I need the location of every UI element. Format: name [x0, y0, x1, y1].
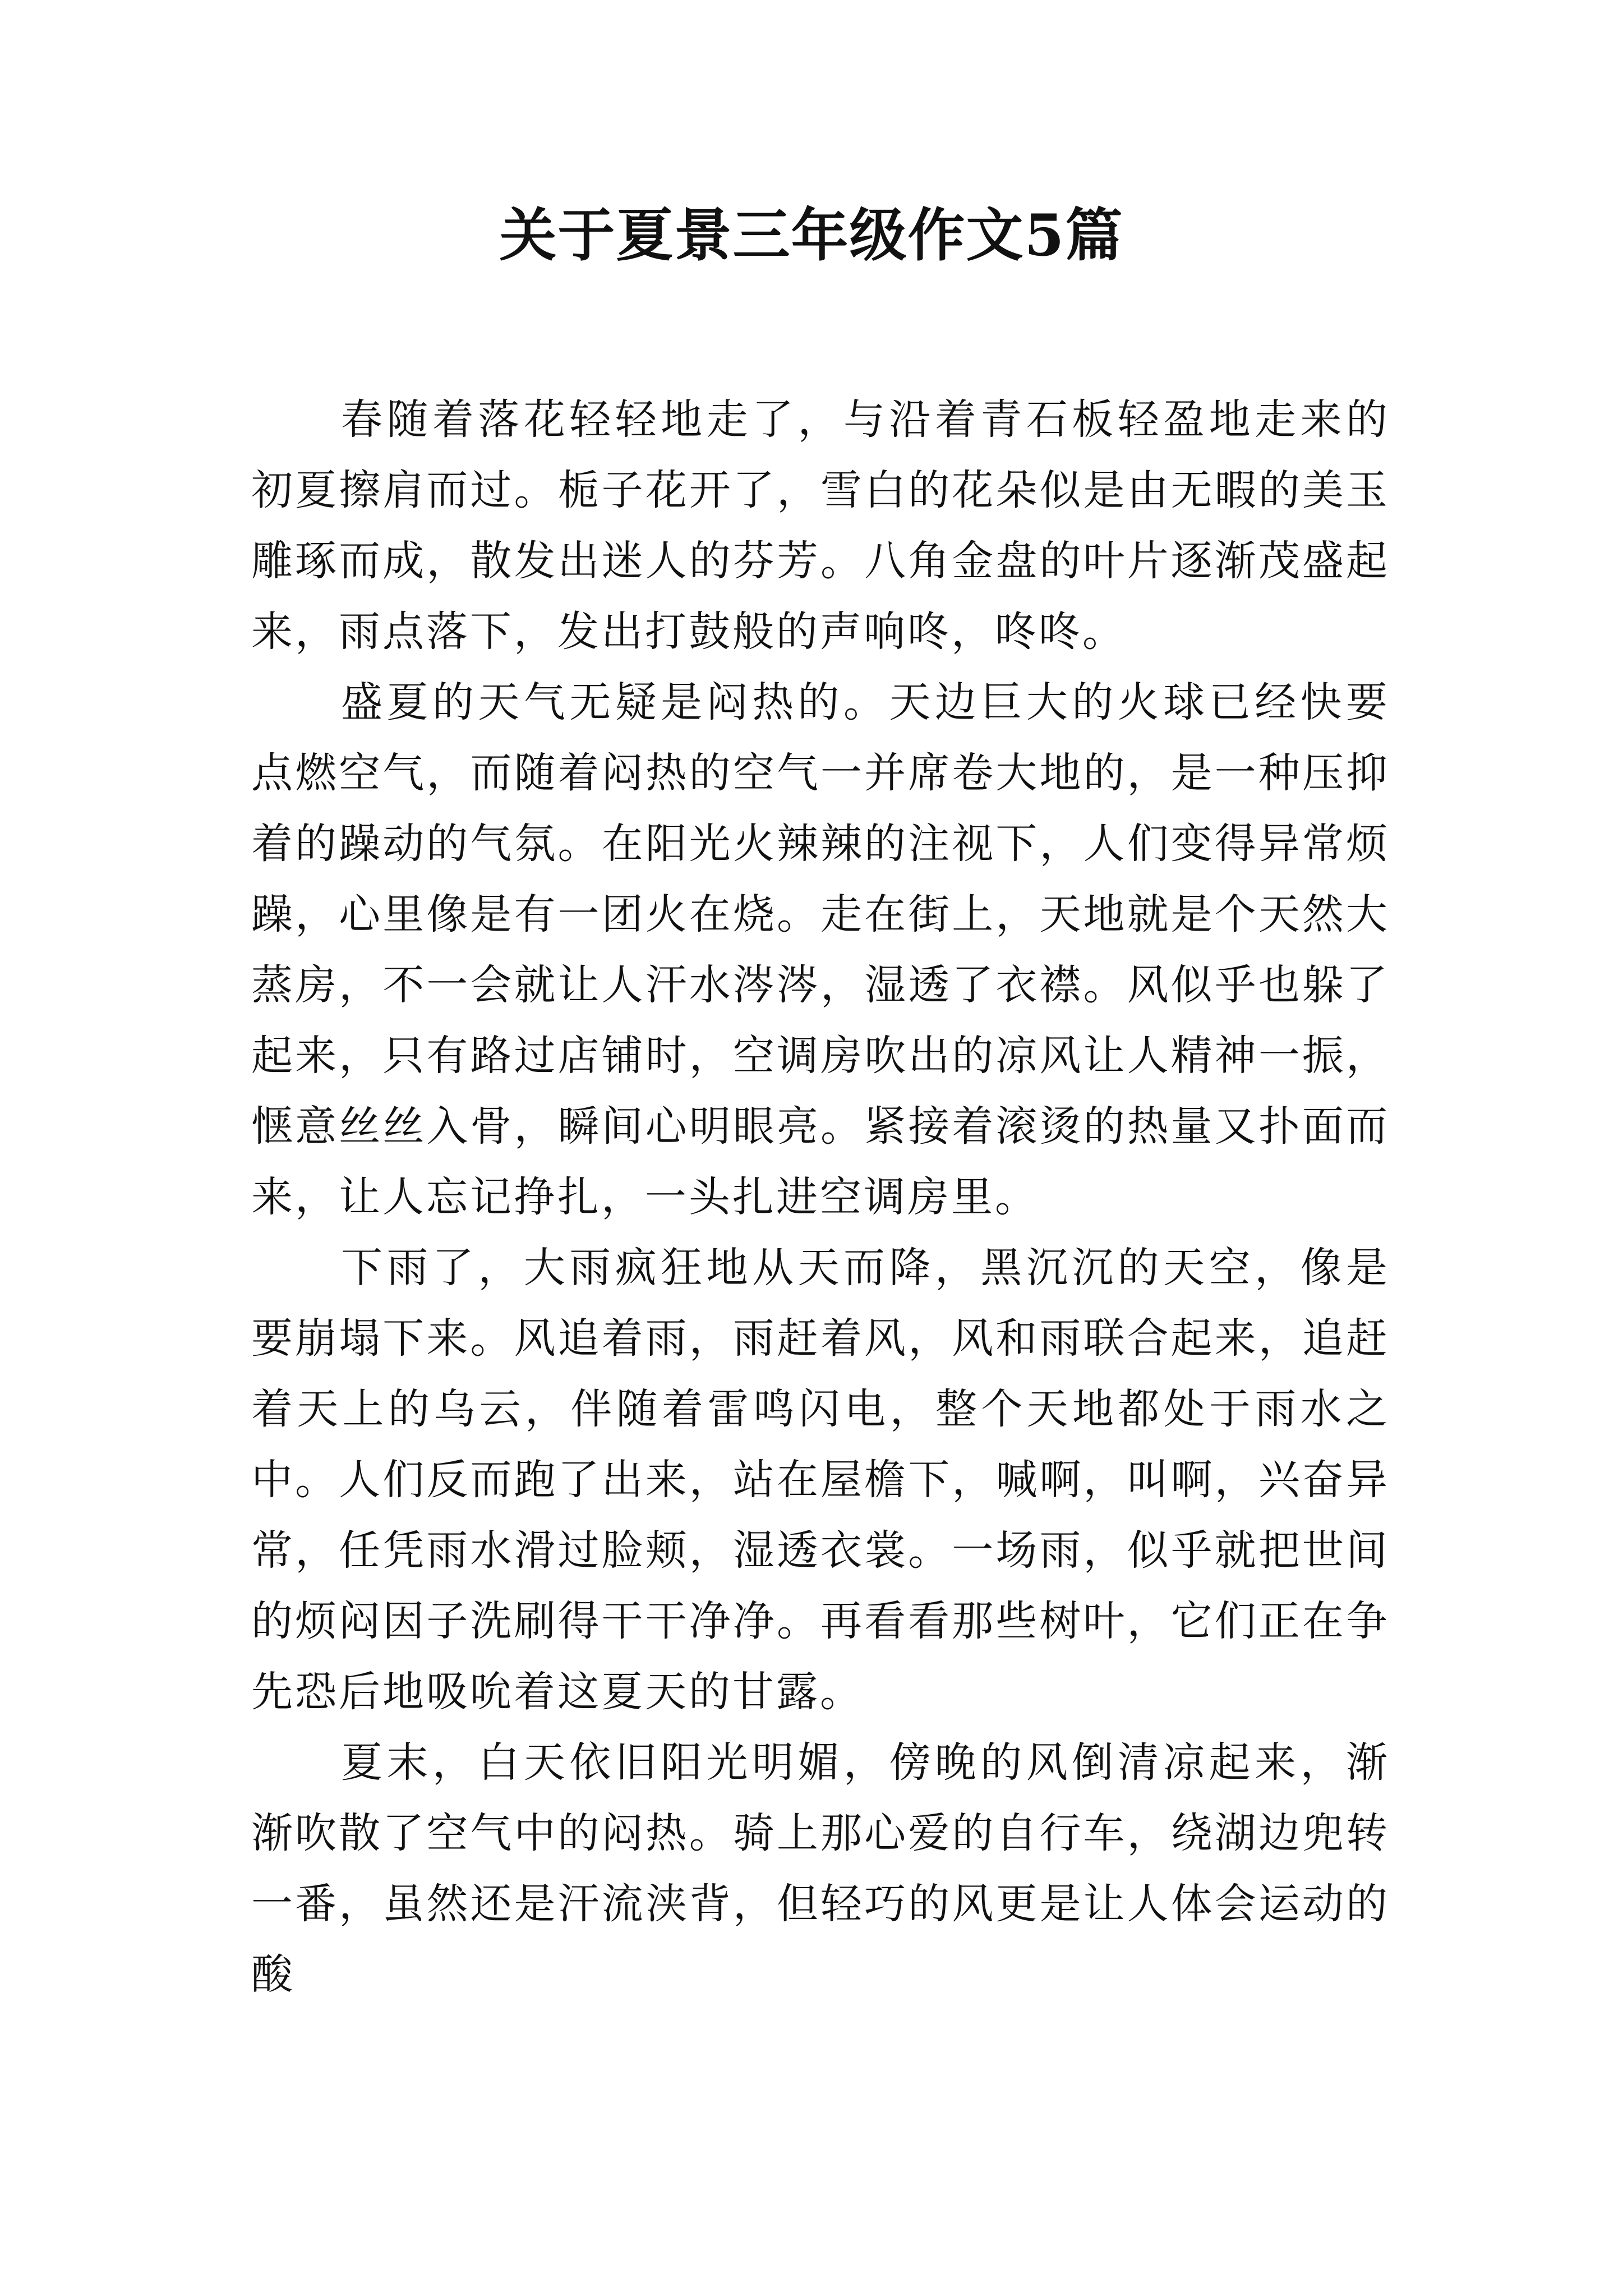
paragraph-3: 下雨了，大雨疯狂地从天而降，黑沉沉的天空，像是要崩塌下来。风追着雨，雨赶着风，风和雨联合起来，追赶着天上的乌云，伴随着雷鸣闪电，整个天地都处于雨水之中。人们反而跑了出来，站在屋檐下，喊啊，叫啊，兴奋异常，任凭雨水滑过脸颊，湿透衣裳。一场雨，似乎就把世间的烦闷因子洗刷得干干净净。再看看那些树叶，它们正在争先恐后地吸吮着这夏天的甘露。: [251, 1244, 1390, 1716]
document-title: 关于夏景三年级作文5篇: [499, 202, 1124, 269]
paragraph-1: 春随着落花轻轻地走了，与沿着青石板轻盈地走来的初夏擦肩而过。栀子花开了，雪白的花朵似是由无暇的美玉雕琢而成，散发出迷人的芬芳。八角金盘的叶片逐渐茂盛起来，雨点落下，发出打鼓般的声响咚，咚咚。: [251, 395, 1390, 656]
paragraph-4: 夏末，白天依旧阳光明媚，傍晚的风倒清凉起来，渐渐吹散了空气中的闷热。骑上那心爱的自行车，绕湖边兜转一番，虽然还是汗流浃背，但轻巧的风更是让人体会运动的酸: [251, 1738, 1390, 1999]
paragraph-2: 盛夏的天气无疑是闷热的。天边巨大的火球已经快要点燃空气，而随着闷热的空气一并席卷大地的，是一种压抑着的躁动的气氛。在阳光火辣辣的注视下，人们变得异常烦躁，心里像是有一团火在烧。走在街上，天地就是个天然大蒸房，不一会就让人汗水涔涔，湿透了衣襟。风似乎也躲了起来，只有路过店铺时，空调房吹出的凉风让人精神一振，惬意丝丝入骨，瞬间心明眼亮。紧接着滚烫的热量又扑面而来，让人忘记挣扎，一头扎进空调房里。: [251, 678, 1390, 1221]
document-body: [251, 384, 1390, 2010]
